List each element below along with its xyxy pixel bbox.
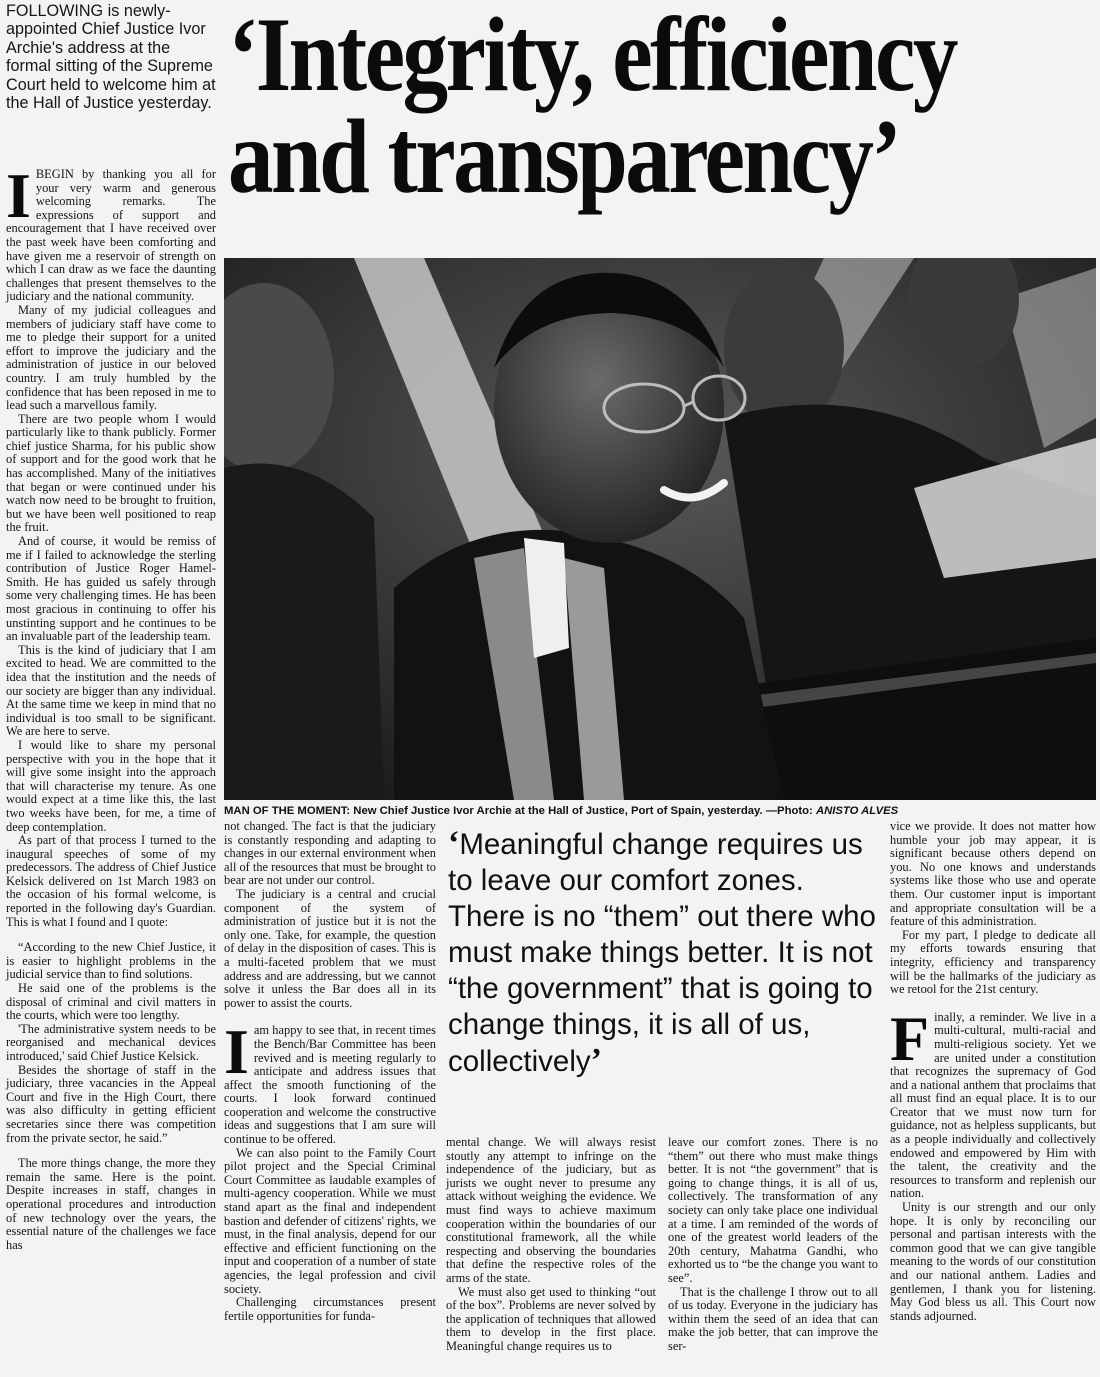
photo-illustration [224, 258, 1096, 800]
pull-quote-text: Meaningful change requires us to leave our comfort zones. There is no “them” out there who must make things better. It is not “the government” that is going to change things, it is all of us, collectively [448, 828, 876, 1078]
photo-caption [224, 804, 1096, 818]
drop-cap: F [890, 1002, 930, 1074]
pull-quote [448, 826, 888, 1080]
quote-paragraph: Besides the shortage of staff in the judiciary, three vacancies in the Appeal Court and five in the High Court, there was also difficulty in getting efficient secretaries since there was competition from the private sector, he said.” [6, 1062, 216, 1145]
paragraph: BEGIN by thanking you all for your very warm and generous welcoming remarks. The expressions of support and encouragement that I have received over the past week have been comforting and have given me a reservoir of strength on which I can draw as we face the daunting challenges that present themselves to the judiciary and the national community. [6, 167, 216, 304]
open-quote-mark: ‘ [448, 825, 460, 862]
article-column-2 [224, 820, 436, 1323]
drop-cap: I [224, 1016, 249, 1088]
article-column-3 [446, 1136, 656, 1354]
paragraph: not changed. The fact is that the judiciary is constantly responding and adapting to changes in our external environment when all of the resources that must be brought to bear are not under our control. [224, 819, 436, 888]
paragraph: That is the challenge I throw out to all of us today. Everyone in the judiciary has within them the seed of an idea that can make the job better, that can improve the ser- [668, 1284, 878, 1353]
article-column-5 [890, 820, 1096, 1323]
quote-paragraph: He said one of the problems is the disposal of criminal and civil matters in the courts, which were too lengthy. [6, 981, 216, 1023]
article-column-1 [6, 160, 216, 1252]
chief-justice-photo [224, 258, 1096, 800]
paragraph: I would like to share my personal perspective with you in the hope that it will give some insight into the approach that will characterise my tenure. As one would expect at a time like this, the last two weeks have been, for me, a time of deep contemplation. [6, 737, 216, 834]
headline [228, 0, 973, 215]
paragraph: vice we provide. It does not matter how humble your job may appear, it is significant because others depend on you. No one knows and understands systems like those who use and operate them. Our customer input is important and appropriate consultation will be a feature of this administration. [890, 819, 1096, 929]
paragraph: This is the kind of judiciary that I am excited to head. We are committed to the idea that the institution and the needs of our society are bigger than any individual. At the same time we keep in mind that no individual is too small to be significant. We are here to serve. [6, 642, 216, 739]
paragraph: We must also get used to thinking “out of the box”. Problems are never solved by the application of techniques that allowed them to develop in the first place. Meaningful change requires us to [446, 1284, 656, 1353]
paragraph: As part of that process I turned to the inaugural speeches of some of my predecessors. The address of Chief Justice Kelsick delivered on 1st March 1983 on the occasion of his formal welcome, is reported in the following day's Guardian. This is what I found and I quote: [6, 833, 216, 929]
paragraph: Challenging circumstances present fertile opportunities for funda- [224, 1295, 436, 1323]
caption-label: MAN OF THE MOMENT: [224, 805, 351, 817]
paragraph: leave our comfort zones. There is no “them” out there who must make things better. It is not “the government” that is going to change things, it is all of us, collectively. The transformation of any society can only take place one individual at a time. I am reminded of the words of one of the greatest world leaders of the 20th century, Mahatma Gandhi, who exhorted us to “be the change you want to see”. [668, 1135, 878, 1285]
paragraph: For my part, I pledge to dedicate all my efforts towards ensuring that integrity, efficiency and transparency will be the hallmarks of the judiciary as we retool for the 21st century. [890, 927, 1096, 997]
paragraph: Unity is our strength and our only hope. It is only by reconciling our personal and partisan interests with the common good that we can give tangible meaning to the words of our constitution and our national anthem. Ladies and gentlemen, I thank you for listening. May God bless us all. This Court now stands adjourned. [890, 1200, 1096, 1323]
photo-credit: ANISTO ALVES [815, 805, 899, 817]
paragraph: inally, a reminder. We live in a multi-cultural, multi-racial and multi-religious society. Yet we are united under a constitution that recognizes the supremacy of God and a national anthem that proclaims that all must find an equal place. It is to our Creator that we must now turn for guidance, not as helpless supplicants, but as a people individually and collectively endowed and empowered by Him with the talent, the creativity and the resources to transform and replenish our nation. [890, 1009, 1096, 1201]
headline-line-1: ‘Integrity, efficiency [228, 0, 956, 113]
caption-text: New Chief Justice Ivor Archie at the Hall of Justice, Port of Spain, yesterday. —Photo: [353, 805, 813, 817]
intro-blurb: FOLLOWING is newly-appointed Chief Justice Ivor Archie's address at the formal sitting of the Supreme Court held to welcome him at the Hall of Justice yesterday. [6, 2, 216, 113]
headline-line-2: and transparency’ [228, 98, 900, 215]
paragraph: The more things change, the more they remain the same. Here is the point. Despite increases in staff, changes in operational procedures and introduction of new technology over the years, the essential nature of the challenges we face has [6, 1156, 216, 1252]
article-column-4 [668, 1136, 878, 1354]
paragraph: And of course, it would be remiss of me if I failed to acknowledge the sterling contribution of Justice Roger Hamel-Smith. He has guided us safely through some very challenging times. He has been most gracious in continuing to offer his unstinting support and he continues to be an invaluable part of the leadership team. [6, 534, 216, 644]
paragraph: The judiciary is a central and crucial component of the system of administration of justice but it is not the only one. Take, for example, the question of delay in the disposition of cases. This is a multi-faceted problem that we must address and are addressing, but we cannot solve it unless the Bar does all in its power to assist the courts. [224, 886, 436, 1010]
paragraph: There are two people whom I would particularly like to thank publicly. Former chief justice Sharma, for his public show of support and for the good work that he has accomplished. Many of the initiatives that began or were continued under his watch now need to be brought to fruition, but we have been well positioned to reap the fruit. [6, 411, 216, 535]
drop-cap: I [6, 160, 31, 231]
paragraph: Many of my judicial colleagues and members of judiciary staff have come to me to pledge their support for a united effort to improve the judiciary and the administration of justice in our beloved country. I am truly humbled by the confidence that has been reposed in me to lead such a marvellous family. [6, 302, 216, 413]
paragraph: We can also point to the Family Court pilot project and the Special Criminal Court Committee as laudable examples of multi-agency cooperation. While we must stand apart as the final and independent bastion and defender of citizens' rights, we must, in the final analysis, depend for our effective and efficient functioning on the input and cooperation of a number of state agencies, the legal profession and civil society. [224, 1145, 436, 1296]
paragraph: am happy to see that, in recent times the Bench/Bar Committee has been revived and is meeting regularly to anticipate and address issues that affect the smooth functioning of the courts. I look forward continued cooperation and welcome the constructive ideas and suggestions that I am sure will continue to be offered. [224, 1023, 436, 1147]
quote-paragraph: “According to the new Chief Justice, it is easier to highlight problems in the judicial service than to find solutions. [6, 940, 216, 982]
paragraph: mental change. We will always resist stoutly any attempt to infringe on the independence of the judiciary, but as jurists we ought never to presume any attack without weighing the evidence. We must find ways to achieve maximum cooperation within the boundaries of our constitutional framework, all the while respecting and observing the boundaries that define the respective roles of the arms of the state. [446, 1135, 656, 1285]
quote-paragraph: 'The administrative system needs to be reorganised and mechanical devices introduced,' said Chief Justice Kelsick. [6, 1021, 216, 1063]
close-quote-mark: ’ [590, 1042, 602, 1079]
